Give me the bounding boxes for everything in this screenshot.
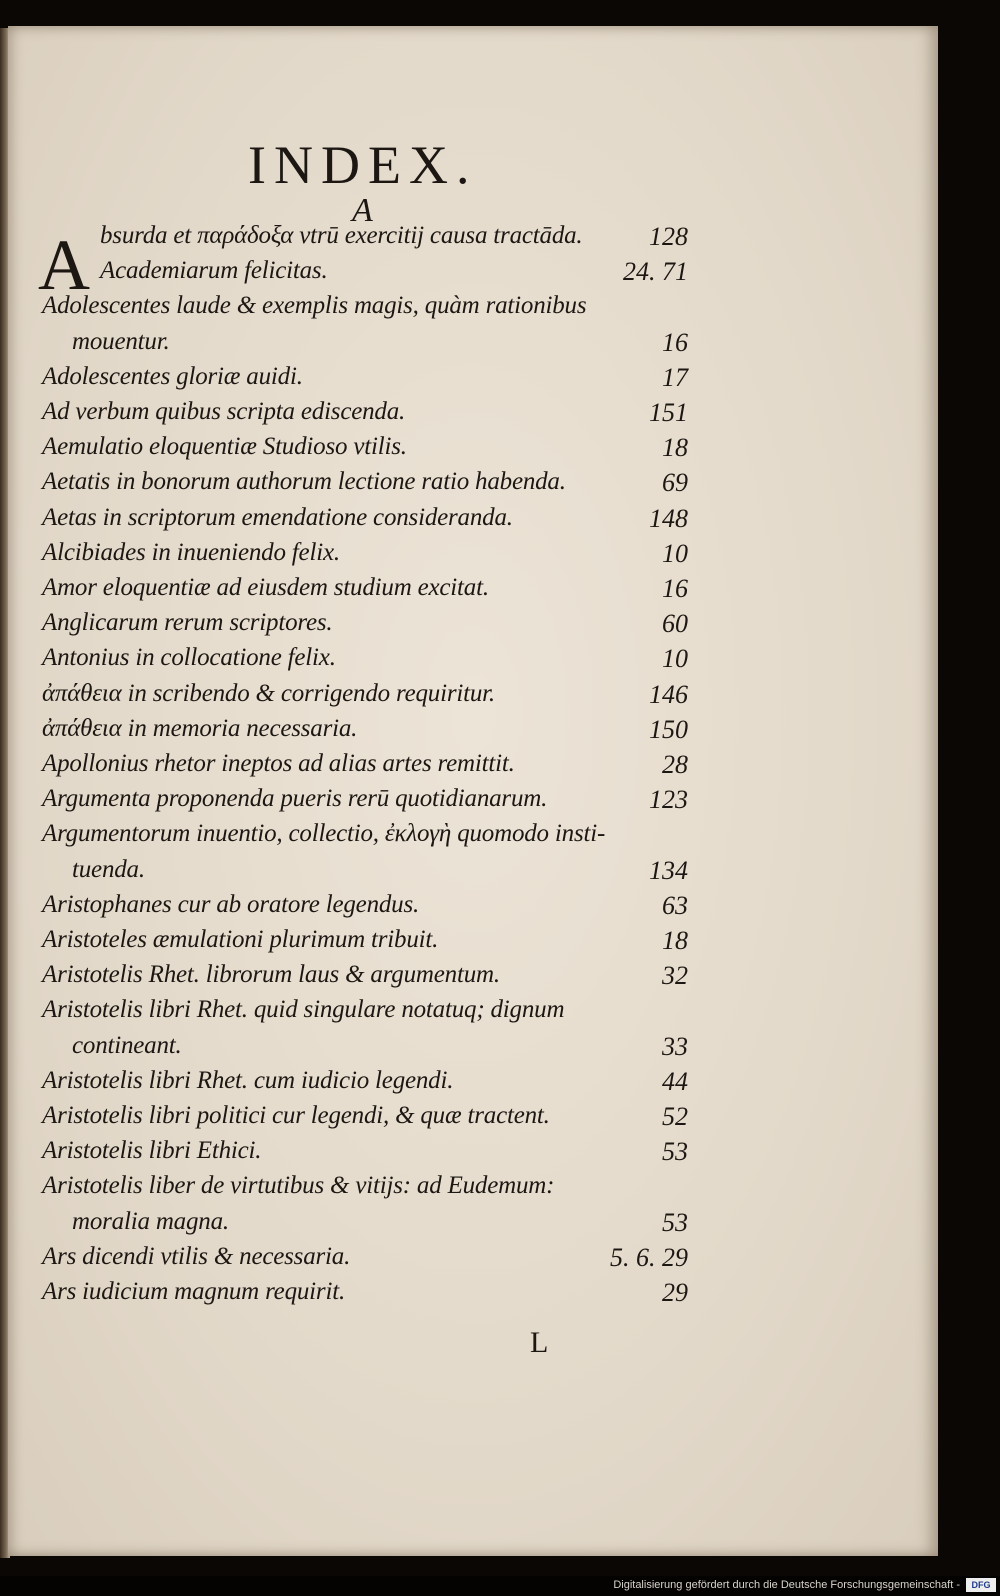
index-entry [8,539,938,573]
section-letter: A [352,192,373,229]
index-entry [8,891,938,925]
index-entry [8,574,938,608]
index-entry [8,468,938,502]
index-entry [8,996,938,1030]
index-entry [8,433,938,467]
entry-text: Ars iudicium magnum requirit. [42,1278,345,1305]
entry-page-column [8,820,688,854]
entry-page-column [8,926,688,960]
entry-text: Aristoteles æmulationi plurimum tribuit. [42,926,439,953]
entry-page-column [8,1278,688,1312]
index-entry [8,292,938,326]
entry-page-column [8,292,688,326]
entry-page-number: 16 [662,327,688,357]
index-entries [8,26,938,1556]
entry-page-column [8,680,688,714]
entry-page-number: 17 [662,362,688,392]
catchword: L [530,1326,549,1359]
page-title: INDEX. [248,135,478,195]
entry-page-column [8,539,688,573]
entry-page-column [8,715,688,749]
entry-page-number: 52 [662,1102,688,1131]
entry-page-column [8,433,688,467]
index-entry [8,222,938,256]
entry-text: Aristotelis libri Rhet. cum iudicio legendi. [42,1066,454,1094]
entry-page-column [8,1172,688,1206]
entry-text: moralia magna. [72,1207,229,1235]
entry-text: Alcibiades in inueniendo felix. [42,538,340,566]
index-entry [8,1172,938,1206]
index-entry [8,1067,938,1101]
entry-page-number: 18 [662,926,688,955]
entry-page-column [8,1137,688,1171]
entry-page-number: 33 [662,1031,688,1061]
entry-page-column [8,750,688,784]
index-entry [8,504,938,538]
index-entry [8,680,938,714]
index-entry [8,926,938,960]
entry-page-number: 44 [662,1066,688,1096]
footer-credit: Digitalisierung gefördert durch die Deutsche Forschungsgemeinschaft - [613,1579,960,1591]
entry-page-column [8,856,688,890]
entry-text: mouentur. [72,327,170,355]
index-entry [8,715,938,749]
drop-cap: A [38,225,90,305]
entry-text: Aristotelis libri Rhet. quid singulare notatuq; dignum [42,996,565,1024]
entry-text: Apollonius rhetor ineptos ad alias artes remittit. [42,750,515,777]
entry-text: Aristotelis liber de virtutibus & vitijs: ad Eudemum: [42,1172,555,1200]
entry-page-column [8,257,688,291]
entry-page-number: 5. 6. 29 [610,1242,688,1272]
index-entry [8,609,938,643]
entry-page-number: 53 [662,1207,688,1237]
entry-text: ἀπάθεια in memoria necessaria. [42,714,358,742]
index-entry [8,785,938,819]
entry-text: Ad verbum quibus scripta ediscenda. [42,398,406,425]
index-entry [8,363,938,397]
entry-text: Adolescentes gloriæ auidi. [42,362,303,390]
entry-page-number: 150 [649,714,688,744]
index-entry [8,1278,938,1312]
entry-text: Amor eloquentiæ ad eiusdem studium excitat. [42,574,489,601]
index-entry [8,750,938,784]
index-entry [8,644,938,678]
index-entry [8,961,938,995]
entry-page-column [8,398,688,432]
entry-text: bsurda et παράδοξα vtrū exercitij causa tractāda. [100,222,583,249]
index-entry [8,1102,938,1136]
entry-page-column [8,1208,688,1242]
entry-page-number: 24. 71 [623,257,688,287]
entry-page-column [8,609,688,643]
entry-page-column [8,1032,688,1066]
entry-page-column [8,1243,688,1277]
entry-page-column [8,504,688,538]
entry-text: Anglicarum rerum scriptores. [42,609,333,637]
entry-page-number: 69 [662,468,688,498]
dfg-logo: DFG [966,1578,996,1592]
entry-page-number: 63 [662,890,688,920]
entry-page-number: 18 [662,433,688,463]
entry-page-column [8,996,688,1030]
entry-text: Aristophanes cur ab oratore legendus. [42,890,420,918]
entry-page-number: 60 [662,609,688,639]
index-entry [8,1032,938,1066]
entry-page-number: 148 [649,503,688,533]
entry-page-number: 32 [662,961,688,991]
entry-text: Argumentorum inuentio, collectio, ἐκλογὴ quomodo insti- [42,820,606,848]
entry-text: tuenda. [72,855,145,883]
entry-text: Aristotelis libri politici cur legendi, & quæ tractent. [42,1102,550,1129]
entry-page-number: 151 [649,398,688,427]
entry-page-column [8,644,688,678]
entry-page-number: 53 [662,1137,688,1167]
entry-page-column [8,891,688,925]
entry-text: Argumenta proponenda pueris rerū quotidianarum. [42,785,548,813]
entry-page-number: 16 [662,574,688,603]
entry-page-column [8,328,688,362]
index-entry [8,1243,938,1277]
entry-page-column [8,363,688,397]
entry-text: Aristotelis Rhet. librorum laus & argumentum. [42,961,500,989]
entry-page-number: 28 [662,750,688,779]
entry-text: contineant. [72,1031,182,1059]
entry-text: Adolescentes laude & exemplis magis, quàm rationibus [42,292,587,320]
entry-page-column [8,1102,688,1136]
entry-page-number: 29 [662,1278,688,1307]
entry-text: Antonius in collocatione felix. [42,644,336,672]
book-page [8,26,938,1556]
entry-text: Aemulatio eloquentiæ Studioso vtilis. [42,433,407,461]
index-entry [8,820,938,854]
index-entry [8,1208,938,1242]
entry-text: Aetas in scriptorum emendatione consideranda. [42,503,513,531]
index-entry [8,856,938,890]
entry-page-column [8,1067,688,1101]
entry-page-column [8,574,688,608]
entry-page-number: 128 [649,222,688,251]
entry-page-column [8,222,688,256]
entry-text: Aristotelis libri Ethici. [42,1137,262,1165]
entry-page-number: 123 [649,785,688,815]
index-entry [8,398,938,432]
entry-text: Ars dicendi vtilis & necessaria. [42,1242,351,1270]
entry-text: ἀπάθεια in scribendo & corrigendo requiritur. [42,679,495,707]
entry-page-column [8,785,688,819]
entry-text: Academiarum felicitas. [100,257,328,285]
entry-page-number: 10 [662,644,688,674]
index-entry [8,257,938,291]
entry-page-column [8,961,688,995]
index-entry [8,1137,938,1171]
entry-page-column [8,468,688,502]
entry-page-number: 146 [649,679,688,709]
index-entry [8,328,938,362]
entry-text: Aetatis in bonorum authorum lectione ratio habenda. [42,468,566,496]
entry-page-number: 10 [662,538,688,568]
entry-page-number: 134 [649,855,688,885]
